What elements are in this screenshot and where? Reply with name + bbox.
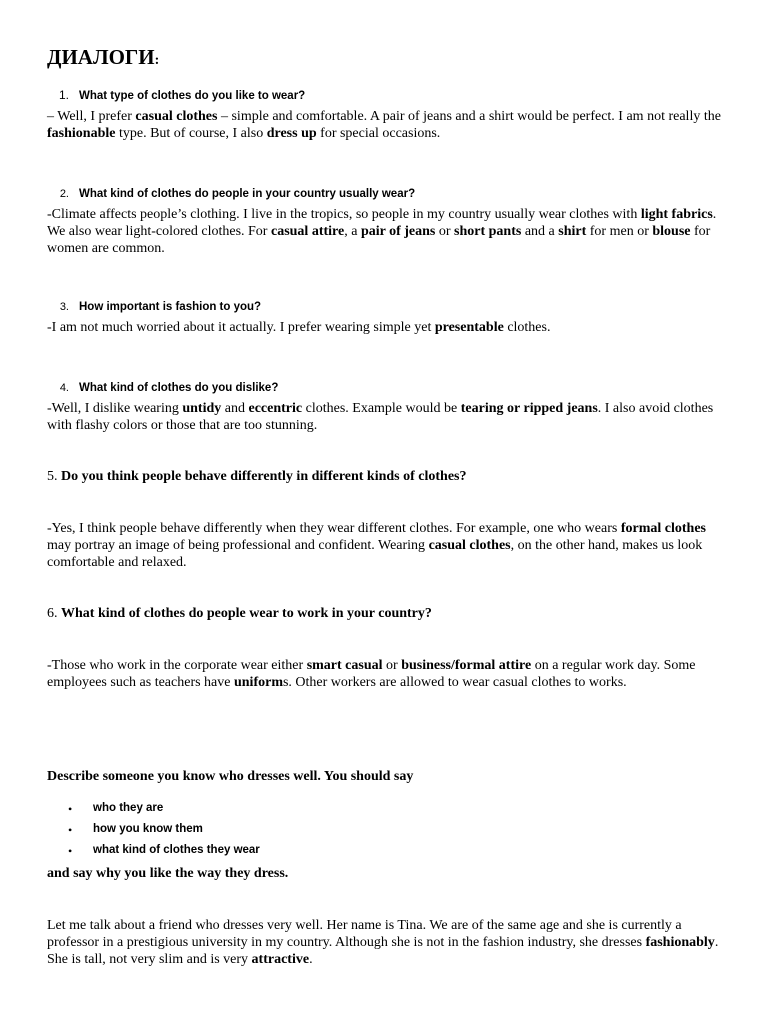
list-item	[47, 822, 727, 843]
question-1-text: What type of clothes do you like to wear?	[79, 90, 306, 102]
bold-term: untidy	[182, 401, 222, 416]
bold-term: presentable	[434, 320, 504, 335]
text-run: for special occasions.	[316, 126, 441, 141]
bullet-icon: •	[68, 823, 73, 837]
text-run: and	[221, 401, 249, 416]
text-run: . I also avoid clothes with flashy colors or those that are too stunning.	[47, 401, 714, 433]
text-run: -Well, I dislike wearing	[47, 401, 183, 416]
text-run: s. Other workers are allowed to wear casual clothes to works.	[282, 675, 627, 690]
bold-term: smart casual	[306, 658, 383, 673]
text-run: type. But of course, I also	[115, 126, 267, 141]
bold-term: eccentric	[248, 401, 303, 416]
bullet-icon: •	[68, 802, 73, 816]
describe-bullet-list	[47, 801, 727, 864]
question-6-number: 6.	[47, 606, 58, 621]
text-run: for women are common.	[47, 224, 711, 256]
text-run: -Yes, I think people behave differently when they wear different clothes. For example, one who wears	[47, 521, 621, 536]
describe-closing	[47, 865, 727, 882]
bold-term: formal clothes	[620, 521, 706, 536]
text-run: – simple and comfortable. A pair of jeans and a shirt would be perfect. I am not really the	[217, 109, 721, 124]
text-run: , a	[344, 224, 361, 239]
bold-term: pair of jeans	[360, 224, 436, 239]
text-run: Let me talk about a friend who dresses very well. Her name is Tina. We are of the same age and she is currently a professor in a prestigious university in my country. Although she is not in the fashion industry, she dresses	[47, 918, 682, 950]
bullet-icon: •	[68, 844, 73, 858]
text-run: . We also wear light-colored clothes. For	[47, 207, 717, 239]
list-item-text: how you know them	[93, 823, 203, 835]
question-6	[47, 605, 727, 622]
bold-term: attractive	[251, 952, 310, 967]
bold-term: fashionably	[645, 935, 715, 950]
page-title	[47, 44, 727, 74]
question-5-text: Do you think people behave differently in different kinds of clothes?	[61, 469, 467, 484]
text-run: , on the other hand, makes us look comfortable and relaxed.	[47, 538, 703, 570]
text-run: clothes. Example would be	[302, 401, 461, 416]
text-run: may portray an image of being professional and confident. Wearing	[47, 538, 429, 553]
describe-closing-text: and say why you like the way they dress.	[47, 866, 289, 881]
text-run: . She is tall, not very slim and is very	[47, 935, 719, 967]
question-3	[47, 298, 727, 316]
bold-term: casual clothes	[428, 538, 511, 553]
bold-term: uniform	[233, 675, 283, 690]
text-run: clothes.	[503, 320, 551, 335]
list-item-text: what kind of clothes they wear	[93, 844, 260, 856]
question-2	[47, 185, 727, 203]
answer-2	[47, 206, 727, 257]
describe-prompt-text: Describe someone you know who dresses well. You should say	[47, 769, 414, 784]
bold-term: shirt	[558, 224, 587, 239]
text-run: on a regular work day. Some employees such as teachers have	[47, 658, 696, 690]
question-1	[47, 87, 727, 104]
text-run: -I am not much worried about it actually. I prefer wearing simple yet	[47, 320, 435, 335]
text-run: – Well, I prefer	[47, 109, 136, 124]
text-run: or	[435, 224, 455, 239]
answer-5	[47, 520, 727, 571]
bold-term: blouse	[652, 224, 691, 239]
text-run: -Climate affects people’s clothing. I live in the tropics, so people in my country usually wear clothes with	[47, 207, 641, 222]
bold-term: casual attire	[270, 224, 345, 239]
text-run: for men or	[586, 224, 653, 239]
answer-6	[47, 657, 727, 691]
question-3-text: How important is fashion to you?	[79, 301, 262, 313]
question-1-number: 1.	[58, 88, 69, 102]
bold-term: casual clothes	[135, 109, 218, 124]
text-run: .	[309, 952, 313, 967]
answer-3	[47, 319, 727, 336]
question-2-number: 2.	[59, 188, 69, 200]
text-run: -Those who work in the corporate wear either	[47, 658, 307, 673]
text-run: or	[382, 658, 402, 673]
question-4-text: What kind of clothes do you dislike?	[79, 382, 279, 394]
bold-term: dress up	[266, 126, 317, 141]
answer-4	[47, 400, 727, 434]
list-item-text: who they are	[93, 802, 164, 814]
question-3-number: 3.	[59, 301, 69, 313]
list-item	[47, 843, 727, 864]
bold-term: light fabrics	[640, 207, 713, 222]
story-paragraph	[47, 917, 727, 968]
question-4	[47, 379, 727, 397]
page-title-text: ДИАЛОГИ	[47, 45, 155, 69]
bold-term: business/formal attire	[401, 658, 532, 673]
question-6-text: What kind of clothes do people wear to work in your country?	[61, 606, 432, 621]
question-5	[47, 468, 727, 485]
question-2-text: What kind of clothes do people in your country usually wear?	[79, 188, 416, 200]
bold-term: fashionable	[47, 126, 116, 141]
question-5-number: 5.	[47, 469, 58, 484]
answer-1	[47, 108, 727, 142]
question-4-number: 4.	[59, 382, 69, 394]
bold-term: tearing or ripped jeans	[460, 401, 598, 416]
text-run: and a	[521, 224, 559, 239]
describe-prompt	[47, 768, 727, 785]
bold-term: short pants	[454, 224, 522, 239]
page-title-colon: :	[154, 53, 160, 68]
list-item	[47, 801, 727, 822]
